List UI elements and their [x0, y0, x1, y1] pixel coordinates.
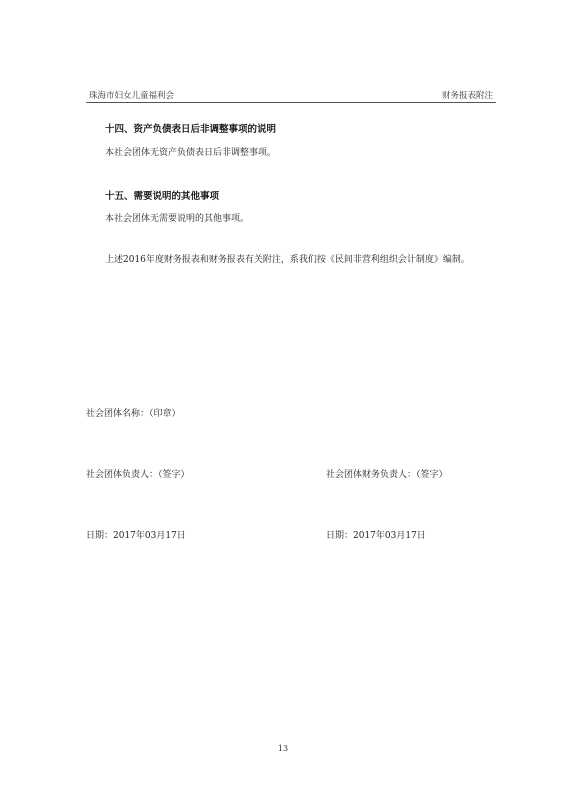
section-14-heading: 十四、资产负债表日后非调整事项的说明 — [105, 124, 277, 135]
responsible-person-signature-label: 社会团体负责人：（签字） — [86, 470, 190, 480]
org-name-seal-label: 社会团体名称：（印章） — [86, 409, 181, 419]
preparation-statement: 上述2016年度财务报表和财务报表有关附注，系我们按《民间非营利组织会计制度》编制。 — [105, 255, 470, 265]
section-14-body: 本社会团体无资产负债表日后非调整事项。 — [105, 148, 277, 158]
section-15-body: 本社会团体无需要说明的其他事项。 — [105, 214, 250, 224]
date-left: 日期：2017年03月17日 — [86, 531, 186, 541]
page-number: 13 — [277, 744, 289, 753]
header-document-type: 财务报表附注 — [441, 91, 493, 101]
header-organization: 珠海市妇女儿童福利会 — [89, 91, 175, 101]
section-15-heading: 十五、需要说明的其他事项 — [105, 191, 220, 202]
date-right: 日期：2017年03月17日 — [326, 531, 426, 541]
header-divider — [86, 102, 496, 103]
finance-person-signature-label: 社会团体财务负责人：（签字） — [326, 470, 448, 480]
